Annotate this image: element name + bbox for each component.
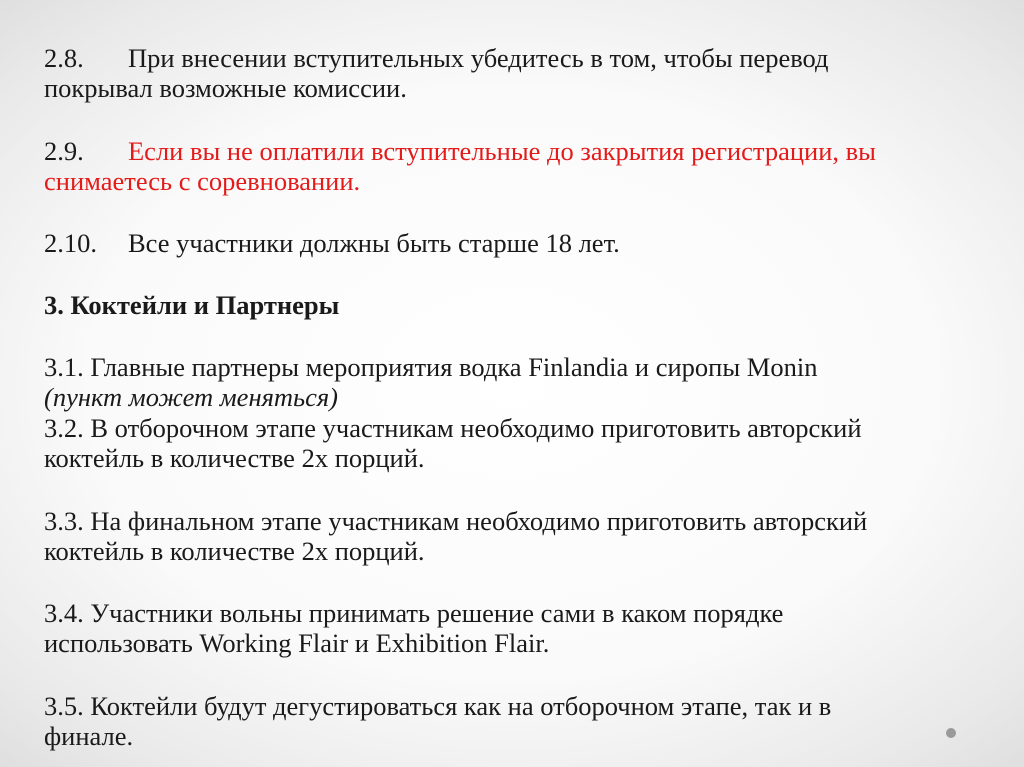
item-3-2-line1: 3.2. В отборочном этапе участникам необходимо приготовить авторский bbox=[44, 413, 862, 443]
item-3-2-line2: коктейль в количестве 2х порций. bbox=[44, 443, 425, 473]
item-2-10-number: 2.10. bbox=[44, 228, 97, 258]
item-3-1: 3.1. Главные партнеры мероприятия водка Finlandia и сиропы Monin bbox=[44, 352, 818, 382]
item-3-3-line1: 3.3. На финальном этапе участникам необходимо приготовить авторский bbox=[44, 506, 868, 536]
item-3-5-line1: 3.5. Коктейли будут дегустироваться как на отборочном этапе, так и в bbox=[44, 691, 832, 721]
item-2-8-line1 bbox=[44, 43, 984, 73]
item-3-1-note: (пункт может меняться) bbox=[44, 382, 339, 412]
item-2-10-text: Все участники должны быть старше 18 лет. bbox=[128, 228, 620, 258]
item-3-4-line1: 3.4. Участники вольны принимать решение сами в каком порядке bbox=[44, 598, 784, 628]
item-2-10 bbox=[44, 228, 984, 258]
item-2-9-line1 bbox=[44, 136, 984, 166]
item-3-5-line2: финале. bbox=[44, 721, 134, 751]
item-2-9-text: Если вы не оплатили вступительные до закрытия регистрации, вы bbox=[128, 136, 876, 166]
item-2-8-text: При внесении вступительных убедитесь в том, чтобы перевод bbox=[128, 43, 829, 73]
section-3-heading: 3. Коктейли и Партнеры bbox=[44, 290, 340, 320]
item-2-8-line2: покрывал возможные комиссии. bbox=[44, 73, 407, 103]
slide-dot-icon bbox=[946, 728, 956, 738]
item-3-4-line2: использовать Working Flair и Exhibition Flair. bbox=[44, 628, 550, 658]
item-2-9-line2: снимаетесь с соревновании. bbox=[44, 166, 361, 196]
item-2-9-number: 2.9. bbox=[44, 136, 84, 166]
item-3-3-line2: коктейль в количестве 2х порций. bbox=[44, 536, 425, 566]
item-2-8-number: 2.8. bbox=[44, 43, 84, 73]
